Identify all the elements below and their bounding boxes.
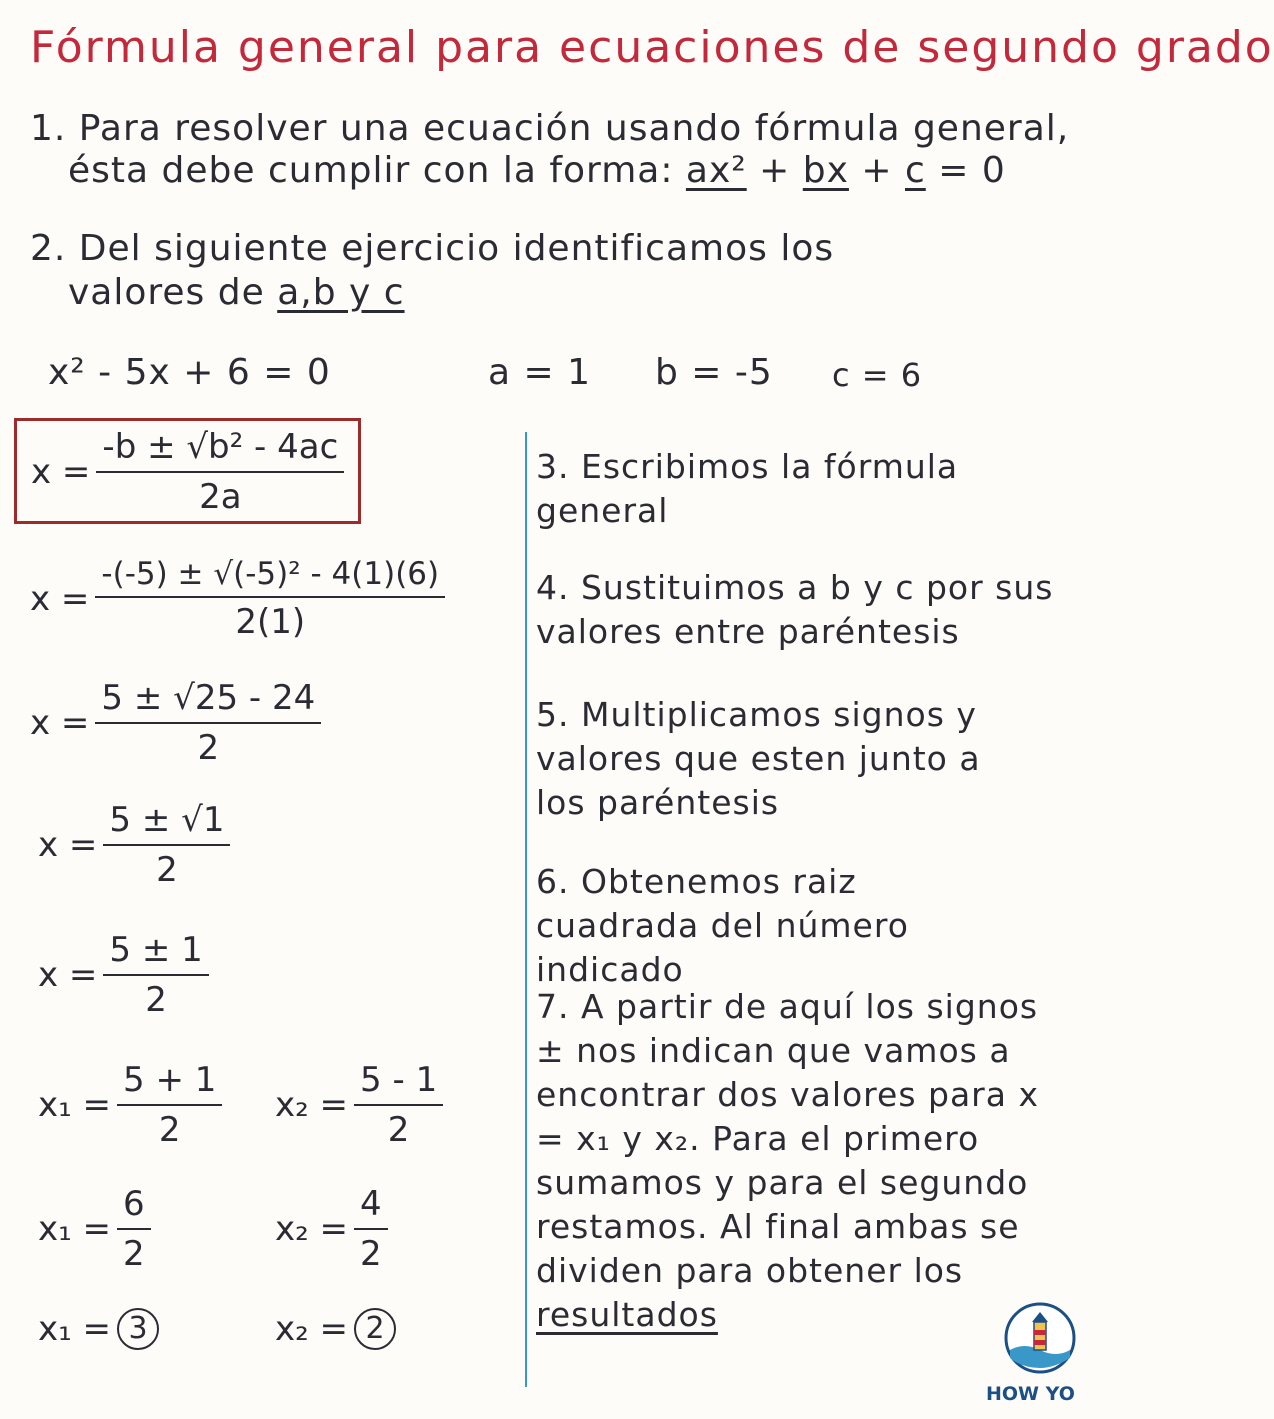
work-lhs: x = <box>38 825 98 865</box>
x1-denominator: 2 <box>158 1110 181 1150</box>
formula-fraction <box>96 427 344 517</box>
step-2-abc: a,b y c <box>277 272 405 313</box>
step-6-text: 6. Obtenemos raiz cuadrada del número indicado <box>536 862 909 989</box>
value-a: a = 1 <box>488 352 592 393</box>
x2-lhs: x₂ = <box>275 1209 349 1249</box>
step-7-results-word: resultados <box>536 1295 718 1334</box>
form-b-term: bx <box>802 150 849 191</box>
x1-lhs: x₁ = <box>38 1085 112 1125</box>
form-plus-1: + <box>746 150 803 191</box>
x2-result <box>275 1308 396 1350</box>
x1-result-lhs: x₁ = <box>38 1309 112 1349</box>
x2-fraction <box>354 1060 443 1150</box>
work-fraction <box>95 678 321 768</box>
work-step-root <box>38 800 230 890</box>
form-plus-2: + <box>848 150 905 191</box>
work-fraction <box>95 556 445 642</box>
step-1-line-1: 1. Para resolver una ecuación usando fórmula general, <box>30 108 1070 149</box>
formula-denominator: 2a <box>199 477 242 517</box>
x2-numerator: 4 <box>354 1184 388 1230</box>
step-2-line-2 <box>68 272 405 313</box>
x1-numerator: 5 + 1 <box>117 1060 222 1106</box>
page-title: Fórmula general para ecuaciones de segundo grado <box>30 22 1274 73</box>
x2-split <box>275 1060 443 1150</box>
work-numerator: 5 ± 1 <box>103 930 208 976</box>
work-numerator: -(-5) ± √(-5)² - 4(1)(6) <box>95 556 445 598</box>
work-lhs: x = <box>30 703 90 743</box>
work-numerator: 5 ± √25 - 24 <box>95 678 321 724</box>
value-c: c = 6 <box>832 356 923 394</box>
work-denominator: 2(1) <box>235 602 306 642</box>
x1-lhs: x₁ = <box>38 1209 112 1249</box>
brand-label: HOW YO <box>986 1383 1075 1405</box>
step-2-line-1: 2. Del siguiente ejercicio identificamos los <box>30 228 835 269</box>
x2-denominator: 2 <box>387 1110 410 1150</box>
step-7-text <box>536 985 1046 1337</box>
x2-denominator: 2 <box>360 1234 382 1274</box>
form-c-term: c <box>904 150 926 191</box>
form-a-term: ax² <box>685 150 747 191</box>
x2-fraction <box>354 1184 388 1274</box>
x1-result <box>38 1308 159 1350</box>
work-numerator: 5 ± √1 <box>103 800 230 846</box>
work-step-plusminus <box>38 930 209 1020</box>
work-step-substitution <box>30 556 445 642</box>
x2-lhs: x₂ = <box>275 1085 349 1125</box>
x2-numerator: 5 - 1 <box>354 1060 443 1106</box>
x1-denominator: 2 <box>123 1234 145 1274</box>
step-2-values-prefix: valores de <box>68 272 278 313</box>
formula-lhs: x = <box>31 452 91 492</box>
work-denominator: 2 <box>145 980 167 1020</box>
x1-simplified <box>38 1184 151 1274</box>
work-fraction <box>103 800 230 890</box>
x2-simplified <box>275 1184 388 1274</box>
general-formula-box <box>14 418 361 524</box>
x2-result-value: 2 <box>354 1308 396 1350</box>
x2-result-lhs: x₂ = <box>275 1309 349 1349</box>
step-1-form-prefix: ésta debe cumplir con la forma: <box>68 150 686 191</box>
x1-numerator: 6 <box>117 1184 151 1230</box>
work-lhs: x = <box>30 579 90 619</box>
step-4-text: 4. Sustituimos a b y c por sus valores entre paréntesis <box>536 568 1054 651</box>
quadratic-equation: x² - 5x + 6 = 0 <box>48 352 331 393</box>
x1-fraction <box>117 1184 151 1274</box>
value-b: b = -5 <box>655 352 773 393</box>
formula-numerator: -b ± √b² - 4ac <box>96 427 344 473</box>
work-denominator: 2 <box>156 850 178 890</box>
work-step-multiply <box>30 678 321 768</box>
step-1-line-2 <box>68 150 1006 191</box>
x1-fraction <box>117 1060 222 1150</box>
work-fraction <box>103 930 208 1020</box>
column-divider <box>525 432 527 1387</box>
x1-result-value: 3 <box>117 1308 159 1350</box>
step-7-body: 7. A partir de aquí los signos ± nos indican que vamos a encontrar dos valores para x = x₁ y x₂. Para el primero sumamos y para el segundo restamos. Al final ambas se dividen para obtener los <box>536 987 1039 1290</box>
step-5-text: 5. Multiplicamos signos y valores que esten junto a los paréntesis <box>536 695 981 822</box>
form-end: = 0 <box>925 150 1006 191</box>
work-denominator: 2 <box>197 728 220 768</box>
step-3-text: 3. Escribimos la fórmula general <box>536 447 959 530</box>
x1-split <box>38 1060 222 1150</box>
lighthouse-logo-icon <box>1002 1300 1078 1376</box>
work-lhs: x = <box>38 955 98 995</box>
